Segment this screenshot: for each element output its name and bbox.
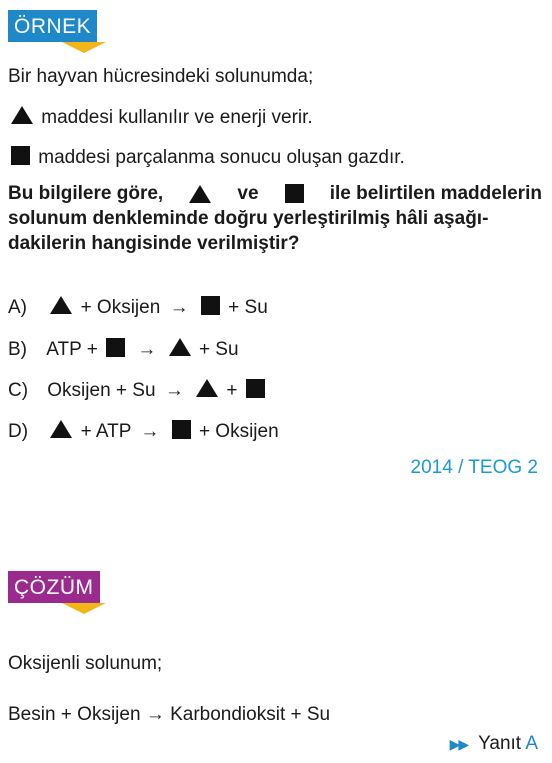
answer: [450, 733, 538, 755]
triangle-icon: [11, 106, 33, 124]
triangle-icon: [169, 338, 191, 356]
triangle-icon: [189, 185, 211, 203]
answer-label: Yanıt: [478, 733, 522, 754]
option-c[interactable]: [8, 379, 268, 402]
question-part-b: ve: [237, 183, 259, 204]
question-part-c: ile belirtilen maddelerin: [329, 183, 542, 204]
triangle-icon: [50, 420, 72, 438]
square-icon: [172, 420, 191, 439]
answer-value: A: [525, 733, 538, 754]
triangle-icon: [196, 379, 218, 397]
double-arrow-icon: ▶▶: [449, 736, 468, 752]
clue-2: [8, 146, 405, 169]
option-letter: C): [8, 380, 29, 401]
example-badge: [8, 10, 97, 42]
question-line-1: [8, 181, 542, 206]
solution-badge-tab: [62, 603, 106, 614]
option-d[interactable]: [8, 420, 279, 443]
clue-1: [8, 106, 313, 129]
example-badge-tab: [62, 42, 106, 53]
question-part-a: Bu bilgilere göre,: [8, 183, 164, 204]
arrow-icon: →: [164, 380, 184, 401]
square-icon: [246, 379, 265, 398]
example-badge-label: ÖRNEK: [8, 10, 97, 42]
arrow-icon: →: [140, 421, 160, 442]
square-icon: [201, 296, 220, 315]
clue-2-text: maddesi parçalanma sonucu oluşan gazdır.: [38, 147, 405, 168]
option-a[interactable]: [8, 296, 268, 319]
option-text-2: + Su: [228, 297, 268, 318]
solution-badge: [8, 571, 100, 603]
option-b[interactable]: [8, 338, 239, 361]
square-icon: [11, 146, 30, 165]
square-icon: [285, 184, 304, 203]
option-text-2: + Oksijen: [198, 421, 279, 442]
option-text-1: + ATP: [80, 421, 132, 442]
option-text-1: Oksijen + Su: [47, 380, 156, 401]
arrow-icon: →: [169, 297, 189, 318]
clue-1-text: maddesi kullanılır ve enerji verir.: [41, 107, 313, 128]
option-text-2: +: [226, 380, 238, 401]
question-line-2: solunum denkleminde doğru yerleştirilmiş hâli aşağı-: [8, 208, 489, 229]
option-text-1: ATP +: [46, 339, 98, 360]
source-label: 2014 / TEOG 2: [410, 457, 538, 478]
option-letter: B): [8, 339, 27, 360]
option-text-2: + Su: [198, 339, 239, 360]
option-letter: D): [8, 421, 29, 442]
option-letter: A): [8, 297, 27, 318]
triangle-icon: [50, 296, 72, 314]
intro-text: Bir hayvan hücresindeki solunumda;: [8, 66, 314, 87]
solution-line-1: Oksijenli solunum;: [8, 653, 163, 674]
arrow-icon: →: [137, 339, 157, 360]
option-text-1: + Oksijen: [80, 297, 161, 318]
solution-line-2: Besin + Oksijen → Karbondioksit + Su: [8, 704, 331, 725]
solution-badge-label: ÇÖZÜM: [8, 571, 100, 603]
square-icon: [106, 338, 125, 357]
question-line-3: dakilerin hangisinde verilmiştir?: [8, 233, 300, 254]
